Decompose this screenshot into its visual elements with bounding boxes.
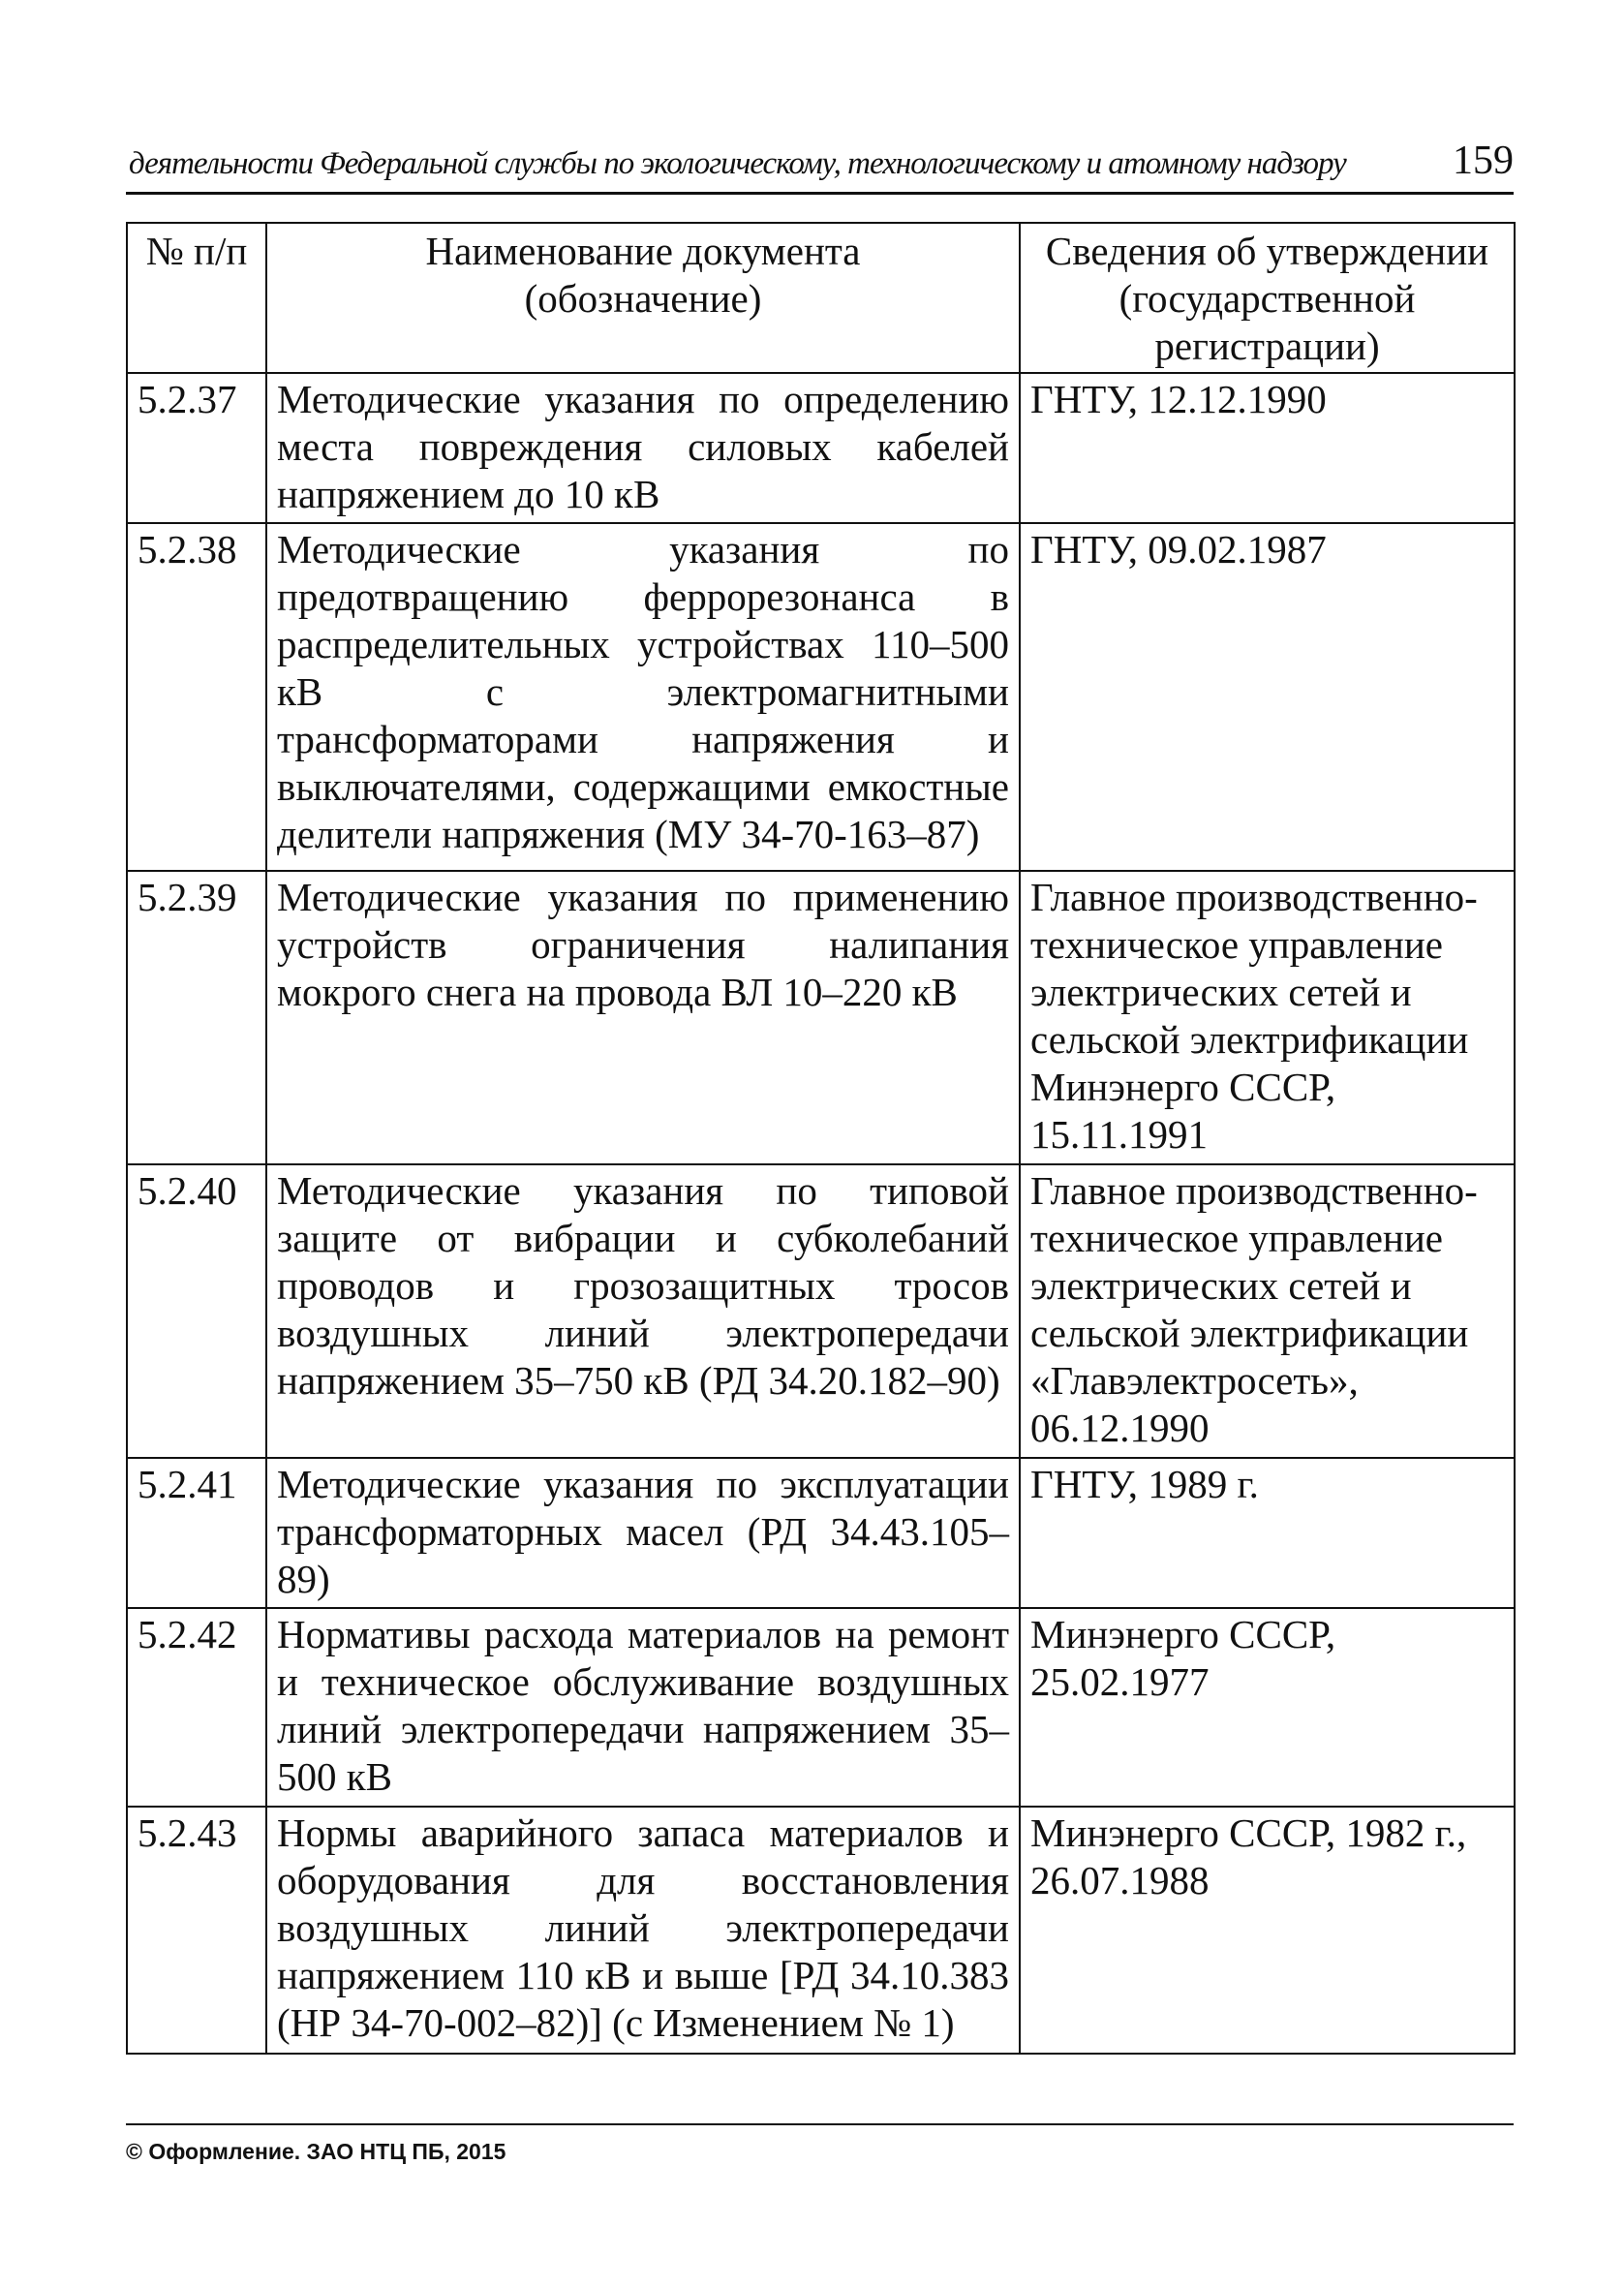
table-row: [127, 523, 1515, 871]
table-row: [127, 1458, 1515, 1608]
running-title: деятельности Федеральной службы по экологическому, технологическому и атомному надзору: [129, 146, 1346, 181]
approval-info: ГНТУ, 1989 г.: [1020, 1458, 1515, 1608]
approval-info: Минэнерго СССР, 1982 г., 26.07.1988: [1020, 1807, 1515, 2054]
document-name: Методические указания по применению устройств ограничения налипания мокрого снега на провода ВЛ 10–220 кВ: [266, 871, 1020, 1164]
footer-divider: [126, 2123, 1514, 2125]
table-row: [127, 1164, 1515, 1458]
document-name: Методические указания по определению места повреждения силовых кабелей напряжением до 10 кВ: [266, 373, 1020, 523]
copyright-note: © Оформление. ЗАО НТЦ ПБ, 2015: [126, 2139, 506, 2164]
header-divider: [126, 192, 1514, 195]
document-name: Нормативы расхода материалов на ремонт и техническое обслуживание воздушных линий электропередачи напряжением 35–500 кВ: [266, 1608, 1020, 1807]
approval-info: Главное производственно-техническое управление электрических сетей и сельской электрификации Минэнерго СССР, 15.11.1991: [1020, 871, 1515, 1164]
row-number: 5.2.40: [127, 1164, 266, 1458]
approval-info: ГНТУ, 12.12.1990: [1020, 373, 1515, 523]
document-name: Методические указания по типовой защите от вибрации и субколебаний проводов и грозозащитных тросов воздушных линий электропередачи напряжением 35–750 кВ (РД 34.20.182–90): [266, 1164, 1020, 1458]
row-number: 5.2.41: [127, 1458, 266, 1608]
row-number: 5.2.42: [127, 1608, 266, 1807]
row-number: 5.2.39: [127, 871, 266, 1164]
approval-info: Главное производственно-техническое управление электрических сетей и сельской электрификации «Главэлектросеть», 06.12.1990: [1020, 1164, 1515, 1458]
table-header-row: [127, 223, 1515, 373]
table-row: [127, 871, 1515, 1164]
table-row: [127, 1608, 1515, 1807]
row-number: 5.2.43: [127, 1807, 266, 2054]
approval-info: ГНТУ, 09.02.1987: [1020, 523, 1515, 871]
table-row: [127, 1807, 1515, 2054]
table-row: [127, 373, 1515, 523]
document-name: Методические указания по эксплуатации трансформаторных масел (РД 34.43.105–89): [266, 1458, 1020, 1608]
running-header: [126, 139, 1514, 190]
column-header-approval: Сведения об утверждении (государственной регистрации): [1020, 223, 1515, 373]
column-header-name: Наименование документа (обозначение): [266, 223, 1020, 373]
page-number: 159: [1453, 139, 1514, 183]
document-name: Нормы аварийного запаса материалов и оборудования для восстановления воздушных линий электропередачи напряжением 110 кВ и выше [РД 34.10.383 (НР 34-70-002–82)] (с Изменением № 1): [266, 1807, 1020, 2054]
row-number: 5.2.38: [127, 523, 266, 871]
column-header-number: № п/п: [127, 223, 266, 373]
row-number: 5.2.37: [127, 373, 266, 523]
documents-table: [126, 222, 1516, 2055]
approval-info: Минэнерго СССР, 25.02.1977: [1020, 1608, 1515, 1807]
document-name: Методические указания по предотвращению феррорезонанса в распределительных устройствах 110–500 кВ с электромагнитными трансформаторами напряжения и выключателями, содержащими емкостные делители напряжения (МУ 34-70-163–87): [266, 523, 1020, 871]
